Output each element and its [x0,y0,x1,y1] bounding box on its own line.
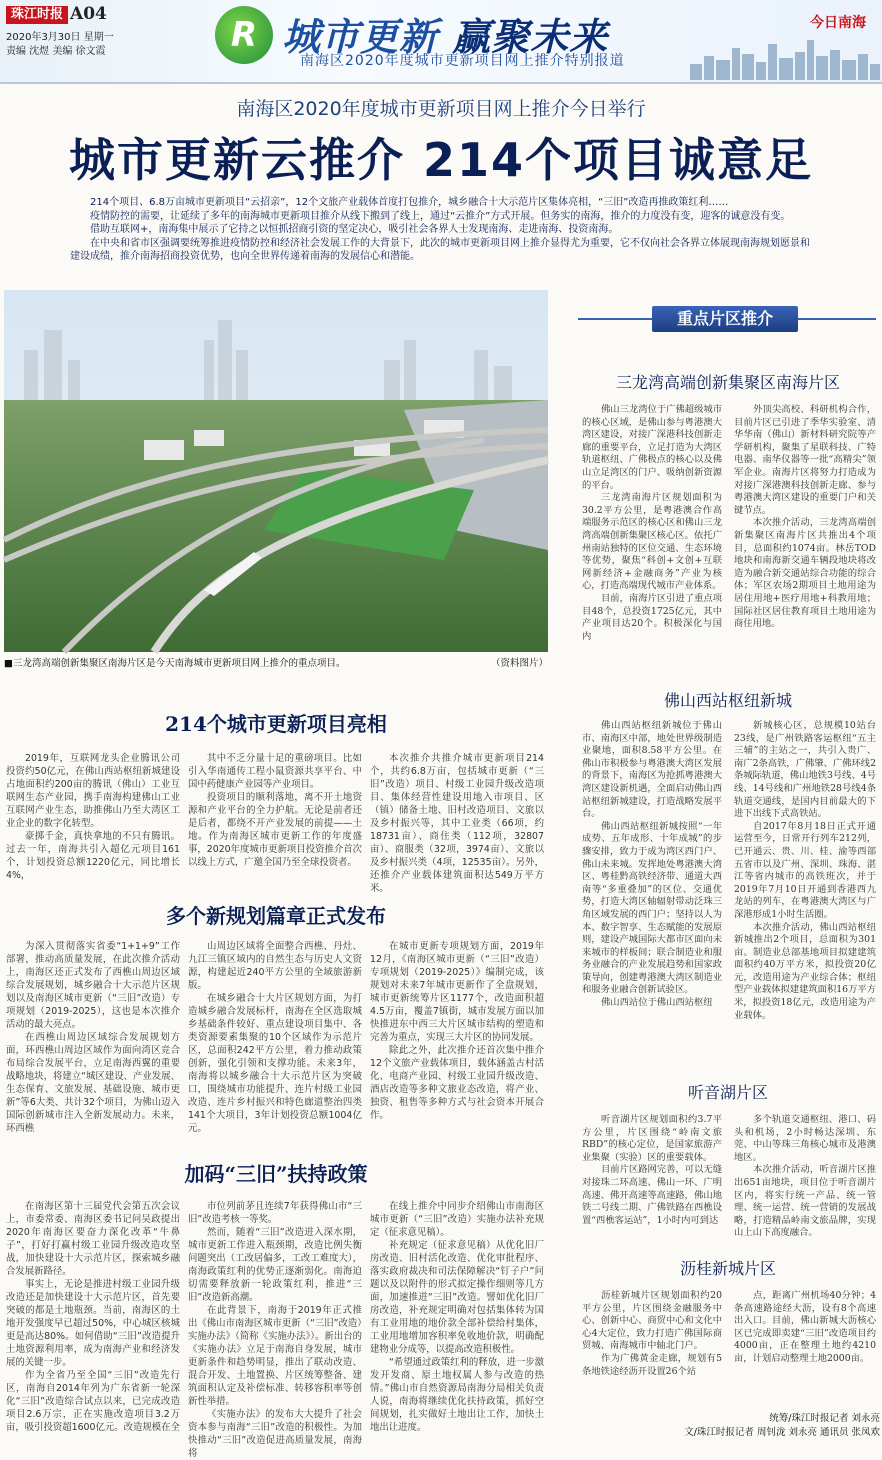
paragraph: 其中不乏分量十足的重磅项目。比如引入华南通传工程小鼠资源共享平台、中国中药健康产业园等产业项目。 [188,753,362,790]
zone-column [734,1114,876,1244]
paragraph: 佛山西站位于佛山西站枢纽 [601,997,713,1009]
banner-subtitle: 南海区2020年度城市更新项目网上推介特别报道 [300,53,625,69]
paragraph: 2019年，互联网龙头企业腾讯公司投资约50亿元，在佛山西站枢纽新城建设占地面积约200亩的腾讯（佛山）工业互联网生态产业园，携手南海构建佛山工业互联网产业生态，助推佛山乃至大湾区工业企业的数字化转型。 [6,753,180,829]
paragraph: 在南海区第十三届党代会第五次会议上，市委常委、南海区委书记问吴政提出2020年南海区要奋力深化改革“牛鼻子”，打好打赢村级工业园升级改造攻坚战，加快建设十大示范片区，探索城乡融合发展新路径。 [6,1201,180,1277]
photo-credit: （资料图片） [490,658,548,669]
lead-paragraphs [70,196,810,264]
article-column [188,1200,362,1459]
paragraph: 本次推介活动，听音湖片区推出651亩地块，项目位于听音湖片区内，将实行统一产品、统一管理、统一运营、统一营销的发展战略，打造精品岭南文旅品牌，实现山上山下高度融合。 [734,1164,876,1239]
paragraph: 《实施办法》的发布大大提升了社会资本参与南海“三旧”改造的积极性。为加快推动“三旧”改造促进高质量发展，南海将 [188,1409,362,1459]
paragraph: 豪掷千金，真快拿地的不只有腾讯。过去一年，南海共引入超亿元项目161个，计划投资总额1220亿元，同比增长4%， [6,831,180,881]
paragraph: 在此背景下，南海于2019年正式推出《佛山市南海区城市更新（“三旧”改造）实施办法》（简称《实施办法》）。新出台的《实施办法》立足于南海自身发展，城市更新条件和趋势明显，推出了联动改造、混合开发、土地置换、片区统筹整备、建筑面积认定及补偿标准、转移容积率等创新性举措。 [188,1305,362,1407]
lead-paragraph: 疫情防控的需要，让延续了多年的南海城市更新项目推介从线下搬到了线上，通过“云推介”方式开展。但务实的南海，推介的力度没有变，迎客的诚意没有变。 [90,210,791,222]
byline-coordinator: 统筹/珠江时报记者 刘永亮 [769,1413,880,1424]
paragraph: 本次推介活动，佛山西站枢纽新城推出2个项目，总面积为301亩。制造业总部基地项目拟建建筑面积约40万平方米，拟投资20亿元，改造用途为产业综合体；枢纽型产业载体拟建建筑面积16万平方米，拟投资18亿元，改造用途为产业载体。 [734,921,876,1021]
banner-logo-icon: R [215,6,273,64]
lead-paragraph: 214个项目、6.8万亩城市更新项目“云招亲”，12个文旅产业载体首度打包推介，城乡融合十大示范片区集体亮相，“三旧”改造再推政策红利…… [90,197,729,208]
zone-column [582,1114,722,1244]
focus-zones-label: 重点片区推介 [652,306,798,332]
headline: 城市更新云推介 214个项目诚意足 [68,133,814,187]
paragraph: 外顶尖高校、科研机构合作，目前片区已引进了季华实验室、清华华南（佛山）新材料研究院等产学研机构，聚集了星联科技、广特电器、南华仪器等一批“高精尖”领军企业。南海片区将努力打造成为对接广深港澳科技创新走廊、参与粤港澳大湾区建设的重要门户和关键节点。 [734,404,876,516]
byline-writers: 文/珠江时报记者 周钊泷 刘永亮 通讯员 张凤欢 [684,1427,880,1438]
section-heading: 加码“三旧”扶持政策 [184,1162,368,1186]
paragraph: 沥桂新城片区规划面积约20平方公里，片区围绕金融服务中心、创新中心、商贸中心和文化中心4大定位，致力打造广佛国际商贸城、南海城市中轴北门户。 [582,1290,722,1352]
paragraph: 市位列前茅且连续7年获得佛山市“三旧”改造考核一等奖。 [188,1201,362,1225]
paragraph: 目前，南海片区引进了重点项目48个，总投资1725亿元，其中产业项目达20个。积极深化与国内 [582,592,722,642]
paragraph: 事实上，无论是推进村级工业园升级改造还是加快建设十大示范片区，首先要突破的都是土地瓶颈。当前，南海区的土地开发强度早已超过50%，中心城区核城更是高达80%。如何借助“三旧”改造提升土地资源利用率，成为南海产业和经济发展的关键一步。 [6,1279,180,1368]
paragraph: “希望通过政策红利的释放，进一步激发开发商、原土地权属人参与改造的热情。”佛山市自然资源局南海分局相关负责人说，南海将继续优化扶持政策，抓好空间规划，扎实做好土地出让工作，加快土地出让进度。 [370,1357,544,1433]
zone-column [734,1290,876,1402]
paragraph: 新城核心区，总规模10站台23线，是广州铁路客运枢纽“五主三辅”的主站之一，共引入贵广、南广2条高铁，广佛肇、广佛环线2条城际轨道，佛山地铁3号线、4号线、14号线和广州地铁28号线4条轨道交通线，是国内目前最大的下进下出线下式高铁站。 [734,720,876,820]
paragraph: 作为广佛黄金走廊，规划有5条地铁途经沥开设置26个站 [582,1352,722,1377]
article-column [370,1200,544,1440]
skyline-illustration-icon [690,34,880,80]
banner-title-b: 赢聚未来 [452,15,609,59]
article-column [370,752,544,894]
article-column [188,752,362,880]
zone-column [582,1290,722,1402]
paragraph: 补充规定（征求意见稿）从优化旧厂房改造、旧村活化改造、优化审批程序、落实政府裁决和司法保障解决“钉子户”问题以及以附件的形式拟定操作细则等几方面，加速推进“三旧”改造。譬如优化旧厂房改造，补充规定明确对包括集体转为国有工业用地的地价款全部补偿给村集体，工业用地增加容积率免收地价款，明确配建物业分成等，以提高改造积极性。 [370,1240,544,1355]
photo-caption [4,655,548,669]
section-tag: 今日南海 [810,15,866,31]
section-heading: 214个城市更新项目亮相 [165,712,387,736]
news-photo [4,290,548,652]
paragraph: 在线上推介中同步介绍佛山市南海区城市更新（“三旧”改造）实施办法补充规定（征求意见稿）。 [370,1201,544,1238]
lead-paragraph: 在中央和省市区强调要统筹推进疫情防控和经济社会发展工作的大背景下，此次的城市更新项目网上推介显得尤为重要，它不仅向社会各界立体展现南海规划愿景和建设成绩，推介南海招商投资优势，也向全世界传递着南海的发展信心和潜能。 [70,237,810,263]
paragraph: 山周边区域将全面整合西樵、丹灶、九江三镇区域内的自然生态与历史人文资源，构建起近240平方公里的全域旅游新版。 [188,941,362,991]
paragraph: 自2017年8月18日正式开通运营至今，日常开行列车212列，已开通云、贵、川、桂、渝等西部五省市以及广州、深圳、珠海、湛江等省内城市的高铁班次，并于2019年7月10日开通到香港西九龙站的列车，在粤港澳大湾区与广深港形成1小时生活圈。 [734,820,876,920]
paragraph: 目前片区路网完善，可以无缝对接珠二环高速、佛山一环、广明高速、佛开高速等高速路，佛山地铁二号线二期、广佛铁路在西樵设置“西樵客运站”，1小时内可到达 [582,1164,722,1226]
paragraph: 佛山西站枢纽新城位于佛山市、南海区中部，地处世界级制造业聚地，面积8.58平方公里。在佛山市积极参与粤港澳大湾区发展的背景下，南海区为抢抓粤港澳大湾区建设新机遇，全面启动佛山西站枢纽新城建设，打造战略发展平台。 [582,720,722,820]
zone-column [734,404,876,670]
paragraph: 听音湖片区规划面积约3.7平方公里，片区围绕“岭南文旅RBD”的核心定位，是国家旅游产业集聚（实验）区的重要载体。 [582,1114,722,1163]
zone-heading: 沥桂新城片区 [679,1259,776,1278]
article-column [370,940,544,1136]
paragraph: 三龙湾南海片区规划面积为30.2平方公里，是粤港澳合作高端服务示范区的核心区和佛山三龙湾高端创新集聚区核心区。依托广州南站独特的区位交通、生态环境等优势，聚焦“科创+文创+互联网新经济+金融商务”产业为核心，打造高端现代城市产业体系。 [582,492,722,592]
paragraph: 为深入贯彻落实省委“1+1+9”工作部署，推动高质量发展，在此次推介活动上，南海区还正式发布了西樵山周边区域综合发展规划，城乡融合十大示范片区规划以及南海区城市更新（“三旧”改造）专项规划（2019-2025），这也是本次推介活动的最大亮点。 [6,941,180,1030]
masthead [0,0,882,84]
paragraph: 本次推介活动，三龙湾高端创新集聚区南海片区共推出4个项目，总面积约1074亩。林岳TOD地块和南海新交通车辆段地块将改造为融合新交通站综合功能的综合体；军区农场2期项目土地用途为居住用地+医疗用地+科教用地；国际社区居住教育项目土地用途为商住用地。 [734,517,876,630]
paragraph: 本次推介共推介城市更新项目214个，共约6.8万亩，包括城市更新（“三旧”改造）项目、村级工业园升级改造项目、集体经营性建设用地入市项目、区（镇）储备土地、旧村改造项目、文旅以及乡村振兴等，其中工业类（66项，约18731亩）、商住类（112项，32807亩）、商服类（32项，3974亩）、文旅以及乡村振兴类（4项，12535亩）。另外，还推介产业载体建筑面积达549万平方米。 [370,753,544,894]
kicker-title: 南海区2020年度城市更新项目网上推介今日举行 [236,98,646,120]
zone-heading: 三龙湾高端创新集聚区南海片区 [615,373,840,392]
paragraph: 点，距离广州机场40分钟；4条高速路途经大沥，设有8个高速出入口。目前，佛山新城大沥核心区已完成即卖建“三旧”改造项目约4000亩，正在整理土地约4210亩，计划启动整理土地2000亩。 [734,1290,876,1364]
paragraph: 投资项目的顺利落地，离不开土地资源和产业平台的全力护航。无论是前者还是后者，都绕不开产业发展的前提——土地。作为南海区城市更新工作的年度盛事，2020年度城市更新项目投资推介首次以线上方式，广邀全国乃至全球投资者。 [188,792,362,868]
zone-column [582,720,722,1060]
paragraph: 然而，随着“三旧”改造进入深水期，城市更新工作进入瓶颈期，改造比例失衡问题突出（工改居偏多，工改工难度大），南海政策红利的优势正逐渐弱化。南海迫切需要释放新一轮政策红利，推进“三旧”改造新高潮。 [188,1227,362,1303]
article-column [6,940,180,1136]
article-column [6,1200,180,1440]
page-number: A04 [70,4,107,24]
editors-credit: 责编 沈煜 美编 徐文霞 [6,46,106,57]
paragraph: 多个轨道交通枢纽、港口、码头和机场，2小时畅达深圳、东莞、中山等珠三角核心城市及港澳地区。 [734,1114,876,1163]
paragraph: 佛山西站枢纽新城按照“一年成势、五年成形、十年成城”的步骤安排，致力于成为湾区西门户、佛山未来城。发挥地处粤港澳大湾区、粤桂黔高铁经济带、通道大西南等“多重叠加”的区位、交通优势，打造大湾区轴辐射带动泛珠三角区域发展的西门户；坚持以人为本、数字智享、生态赋能的发展原则，建设产城国际大都市区面向未来城市的样板间；联合制造业和服务业融合的产业发展趋势和国家政策导向，创建粤港澳大湾区制造业和服务业融合创新试验区。 [582,820,722,996]
paragraph: 在城市更新专项规划方面，2019年12月，《南海区城市更新（“三旧”改造）专项规划（2019-2025）》编制完成，该规划对未来7年城市更新作了全盘规划，城市更新统筹片区1177个，改造面积超4.5万亩，覆盖7镇街，城市发展方面以加快推进东中西三大片区城市结构的塑造和完善为重点，实现三大片区的协同发展。 [370,941,544,1043]
issue-date: 2020年3月30日 星期一 [6,32,114,43]
article-column [6,752,180,880]
zone-column [582,404,722,670]
caption-text: ■三龙湾高端创新集聚区南海片区是今天南海城市更新项目网上推介的重点项目。 [4,658,346,669]
byline [560,1412,880,1440]
article-column [188,940,362,1136]
paragraph: 在西樵山周边区域综合发展规划方面，环西樵山周边区域作为面向湾区竞合布局综合发展平台，立足南海西翼的重要战略地块，将建立“城区建设、产业发展、生态保育、文旅发展、基础设施、城市更新”等6大类、共计32个项目，为佛山迈入国际创新城市注入全新发展动力。未来，环西樵 [6,1032,180,1134]
paper-logo: 珠江时报 [6,6,68,24]
paragraph: 除此之外，此次推介还首次集中推介12个文旅产业载体项目，载体涵盖古村活化、电商产业园、村级工业园升级改造、酒店改造等多种文旅业态改造，将产业、独资、租售等多种方式与社会资本开展合作。 [370,1045,544,1121]
lead-paragraph: 借助互联网+，南海集中展示了它持之以恒抓招商引资的坚定决心，吸引社会各界人士发现南海、走进南海、投资南海。 [90,224,619,236]
zone-heading: 佛山西站枢纽新城 [663,691,792,710]
paragraph: 作为全省乃至全国“三旧”改造先行区，南海自2014年列为广东省新一轮深化“三旧”改造综合试点以来，已完成改造项目2.6万宗，正在实施改造项目3.2万亩，吸引投资超1600亿元。改造规模在全 [6,1370,180,1433]
section-heading: 多个新规划篇章正式发布 [166,904,386,928]
zone-heading: 听音湖片区 [687,1083,768,1102]
banner-title-a: 城市更新 [282,15,439,59]
zone-column [734,720,876,1060]
paragraph: 在城乡融合十大片区规划方面，为打造城乡融合发展标杆，南海在全区选取城乡基础条件较好、重点建设项目集中、各类资源要素集聚的10个区域作为示范片区，总面积242平方公里，着力推动政策创新，强化引领和支撑功能。未来3年，南海将以城乡融合十大示范片区为突破口，围绕城市功能提升、连片村级工业园改造、连片乡村振兴和特色廊道整治四类141个大项目，3年计划投资总额1004亿元。 [188,993,362,1134]
paragraph: 佛山三龙湾位于广佛超级城市的核心区域，是佛山参与粤港澳大湾区建设，对接广深港科技创新走廊的重要平台，立足打造为大湾区轨道枢纽、广佛极点的核心以及佛山立足湾区的门户、吸纳创新资源的平台。 [582,404,722,491]
